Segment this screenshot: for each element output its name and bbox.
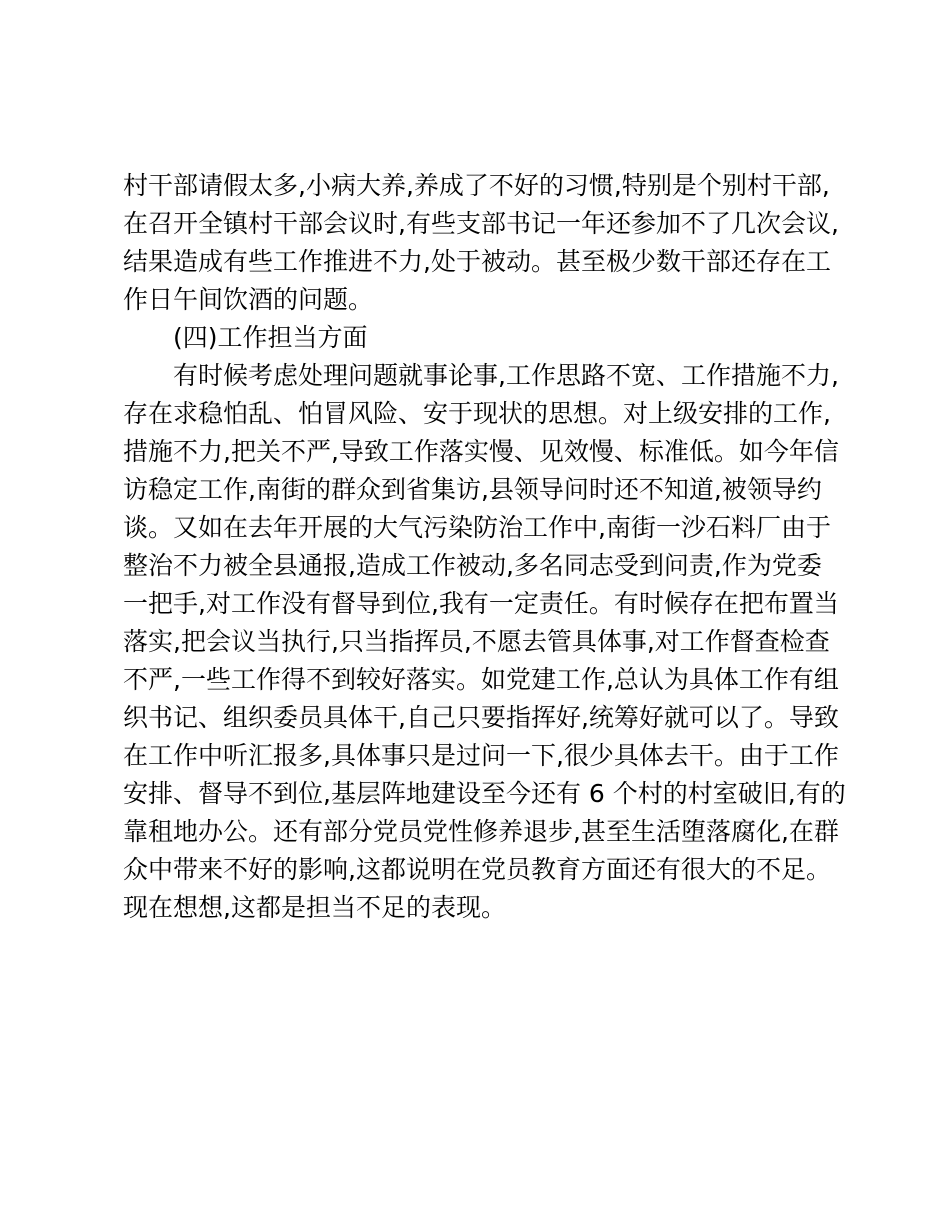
text-line: 众中带来不好的影响,这都说明在党员教育方面还有很大的不足。 xyxy=(123,855,831,884)
text-line: 一把手,对工作没有督导到位,我有一定责任。有时候存在把布置当 xyxy=(123,589,839,618)
text-line: 存在求稳怕乱、怕冒风险、安于现状的思想。对上级安排的工作, xyxy=(123,399,831,428)
document-body xyxy=(123,167,846,927)
text-line: 不严,一些工作得不到较好落实。如党建工作,总认为具体工作有组 xyxy=(123,665,839,694)
text-line: 安排、督导不到位,基层阵地建设至今还有 6 个村的村室破旧,有的 xyxy=(123,779,846,808)
text-line: 在召开全镇村干部会议时,有些支部书记一年还参加不了几次会议, xyxy=(123,209,839,238)
paragraph-village-cadres xyxy=(123,167,843,319)
text-line: 靠租地办公。还有部分党员党性修养退步,甚至生活堕落腐化,在群 xyxy=(123,817,839,846)
section-heading: (四)工作担当方面 xyxy=(173,323,368,352)
text-line: 有时候考虑处理问题就事论事,工作思路不宽、工作措施不力, xyxy=(173,361,839,390)
text-line: 作日午间饮酒的问题。 xyxy=(123,285,374,314)
paragraph-work-responsibility xyxy=(123,357,846,927)
text-line: 现在想想,这都是担当不足的表现。 xyxy=(123,893,506,922)
text-line: 在工作中听汇报多,具体事只是过问一下,很少具体去干。由于工作 xyxy=(123,741,839,770)
text-line: 措施不力,把关不严,导致工作落实慢、见效慢、标准低。如今年信 xyxy=(123,437,839,466)
text-line: 结果造成有些工作推进不力,处于被动。甚至极少数干部还存在工 xyxy=(123,247,831,276)
text-line: 织书记、组织委员具体干,自己只要指挥好,统筹好就可以了。导致 xyxy=(123,703,839,732)
text-line: 整治不力被全县通报,造成工作被动,多名同志受到问责,作为党委 xyxy=(123,551,822,580)
text-line: 访稳定工作,南街的群众到省集访,县领导问时还不知道,被领导约 xyxy=(123,475,822,504)
text-line: 谈。又如在去年开展的大气污染防治工作中,南街一沙石料厂由于 xyxy=(123,513,831,542)
text-line: 村干部请假太多,小病大养,养成了不好的习惯,特别是个别村干部, xyxy=(123,171,830,200)
text-line: 落实,把会议当执行,只当指挥员,不愿去管具体事,对工作督查检查 xyxy=(123,627,830,656)
